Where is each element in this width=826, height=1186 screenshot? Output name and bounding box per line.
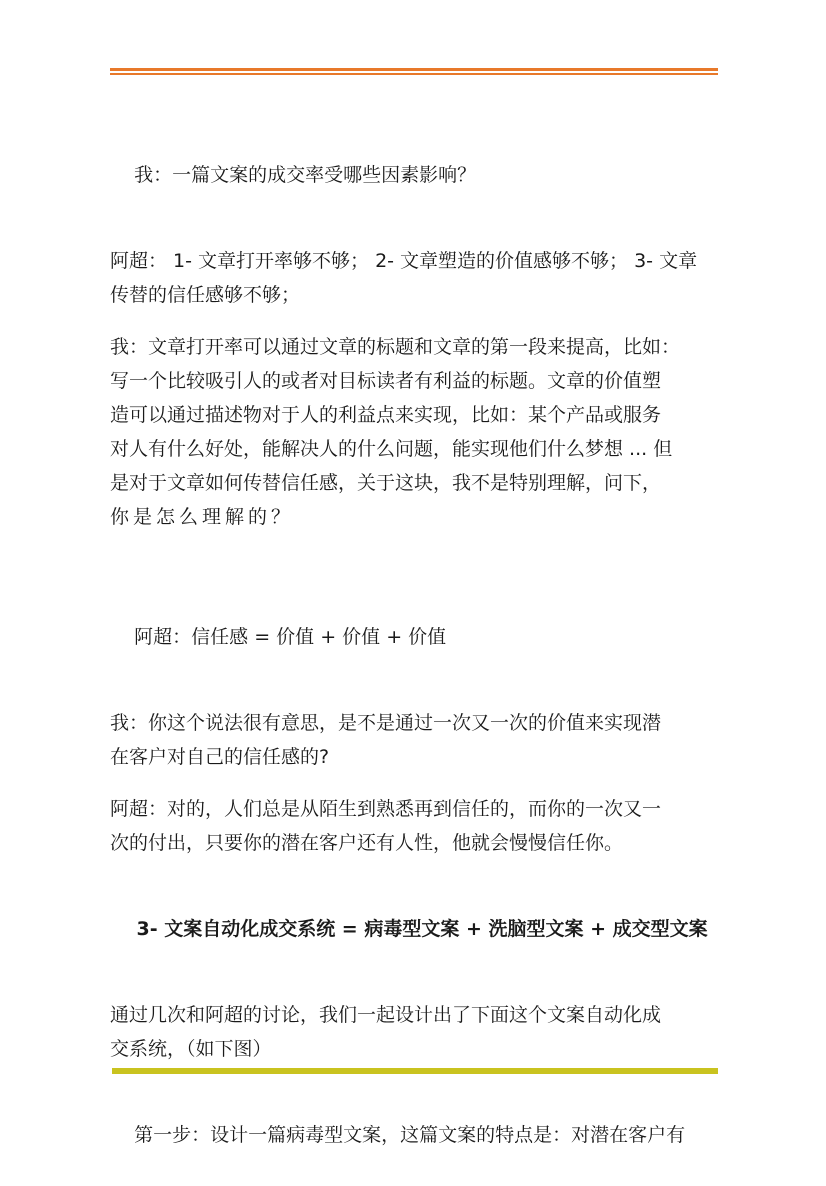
document-body (110, 124, 750, 1186)
text-line: 次的付出，只要你的潜在客户还有人性，他就会慢慢信任你。 (110, 832, 624, 854)
text-line: 阿超：对的，人们总是从陌生到熟悉再到信任的，而你的一次又一 (110, 798, 662, 820)
text-line: 交系统，（如下图） (110, 1038, 272, 1060)
text-line: 对人有什么好处，能解决人的什么问题，能实现他们什么梦想 ... 但 (110, 438, 673, 460)
paragraph (110, 124, 750, 226)
text-line: 传替的信任感够不够； (110, 284, 301, 306)
paragraph (110, 330, 750, 534)
paragraph (110, 706, 750, 774)
text-line: 我：一篇文案的成交率受哪些因素影响？ (134, 164, 477, 186)
section-heading (110, 878, 750, 980)
text-line: 阿超：信任感 = 价值 + 价值 + 价值 (134, 626, 447, 648)
paragraph (110, 244, 750, 312)
footer-rule (112, 1068, 718, 1074)
text-line: 造可以通过描述物对于人的利益点来实现，比如：某个产品或服务 (110, 404, 662, 426)
header-rule-line (110, 68, 718, 71)
text-line: 通过几次和阿超的讨论，我们一起设计出了下面这个文案自动化成 (110, 1004, 662, 1026)
paragraph (110, 1084, 750, 1186)
text-line: 第一步：设计一篇病毒型文案，这篇文案的特点是：对潜在客户有 (134, 1124, 686, 1146)
paragraph (110, 586, 750, 688)
text-line: 我：你这个说法很有意思，是不是通过一次又一次的价值来实现潜 (110, 712, 662, 734)
heading-text: 3- 文案自动化成交系统 = 病毒型文案 + 洗脑型文案 + 成交型文案 (136, 918, 708, 940)
header-rule-line (110, 73, 718, 75)
text-line: 阿超： 1- 文章打开率够不够； 2- 文章塑造的价值感够不够； 3- 文章 (110, 250, 698, 272)
paragraph (110, 792, 750, 860)
header-rule (110, 68, 718, 75)
text-line: 在客户对自己的信任感的? (110, 746, 330, 768)
text-line: 我：文章打开率可以通过文章的标题和文章的第一段来提高，比如： (110, 336, 681, 358)
text-line: 你是怎么理解的？ (110, 506, 295, 528)
text-line: 是对于文章如何传替信任感，关于这块，我不是特别理解，问下， (110, 472, 662, 494)
paragraph (110, 998, 750, 1066)
text-line: 写一个比较吸引人的或者对目标读者有利益的标题。文章的价值塑 (110, 370, 662, 392)
